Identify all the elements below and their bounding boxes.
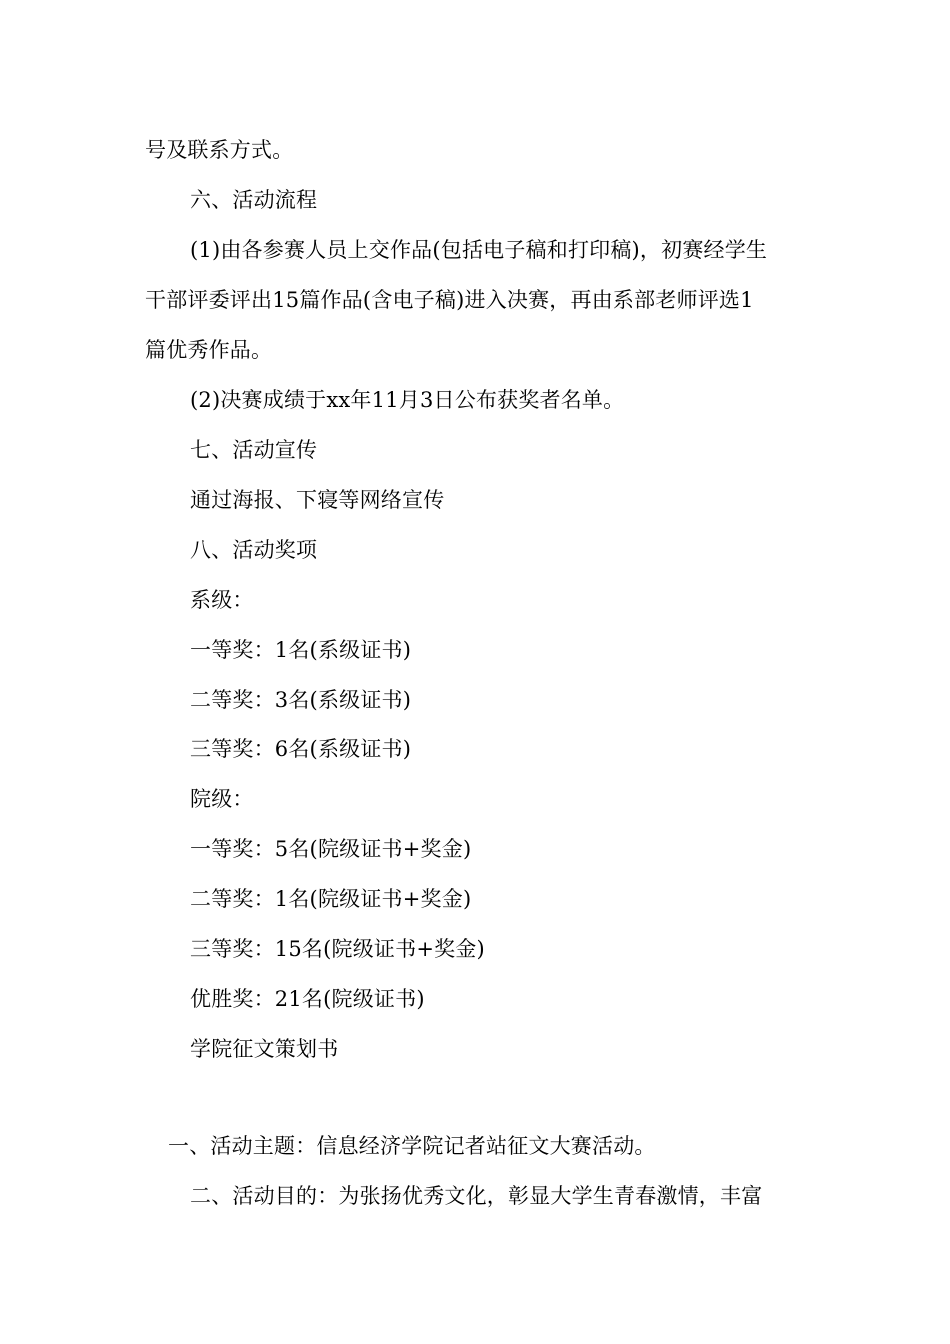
text-line: (2)决赛成绩于xx年11月3日公布获奖者名单。: [190, 388, 625, 412]
text-line: 三等奖：6名(系级证书): [190, 737, 412, 761]
text-line: 一、活动主题：信息经济学院记者站征文大赛活动。: [168, 1134, 656, 1158]
text-line: 院级：: [190, 787, 254, 811]
section-heading: 七、活动宣传: [190, 438, 318, 462]
text-line: 二、活动目的：为张扬优秀文化，彰显大学生青春激情，丰富: [190, 1184, 763, 1208]
text-line: (1)由各参赛人员上交作品(包括电子稿和打印稿)，初赛经学生: [190, 238, 768, 262]
text-line: 通过海报、下寝等网络宣传: [190, 488, 445, 512]
text-line: 一等奖：5名(院级证书+奖金): [190, 837, 472, 861]
text-line: 二等奖：1名(院级证书+奖金): [190, 887, 472, 911]
text-line: 优胜奖：21名(院级证书): [190, 987, 425, 1011]
text-line: 篇优秀作品。: [145, 338, 273, 362]
section-heading: 六、活动流程: [190, 188, 318, 212]
section-heading: 八、活动奖项: [190, 538, 318, 562]
text-line: 干部评委评出15篇作品(含电子稿)进入决赛，再由系部老师评选1: [145, 288, 754, 312]
document-title: 学院征文策划书: [190, 1037, 339, 1061]
text-line: 系级：: [190, 588, 254, 612]
text-line: 三等奖：15名(院级证书+奖金): [190, 937, 485, 961]
text-line: 一等奖：1名(系级证书): [190, 638, 412, 662]
text-line: 号及联系方式。: [145, 138, 294, 162]
text-line: 二等奖：3名(系级证书): [190, 688, 412, 712]
